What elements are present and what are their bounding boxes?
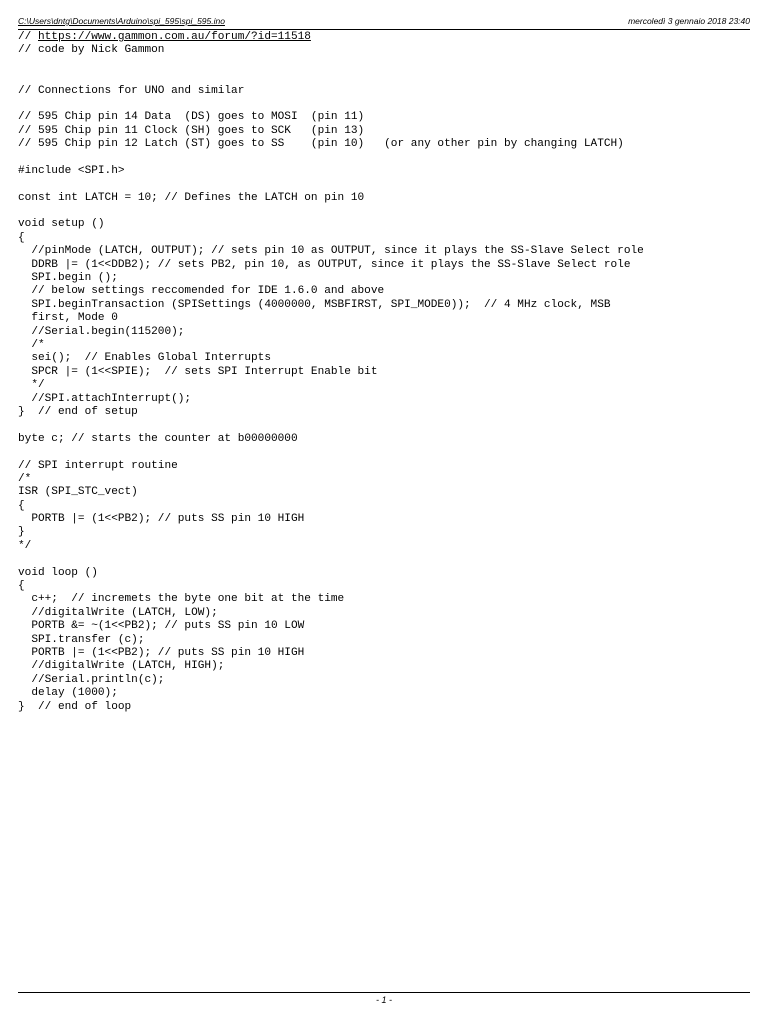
code-line: DDRB |= (1<<DDB2); // sets PB2, pin 10, as OUTPUT, since it plays the SS-Slave Select role <box>18 258 631 271</box>
code-line: //digitalWrite (LATCH, LOW); <box>18 606 218 619</box>
code-line: sei(); // Enables Global Interrupts <box>18 352 271 365</box>
page-header <box>18 15 750 30</box>
code-line: first, Mode 0 <box>18 312 118 325</box>
code-line: } <box>18 526 25 539</box>
code-line: /* <box>18 472 32 485</box>
code-line: //Serial.begin(115200); <box>18 325 185 338</box>
code-line <box>18 152 644 165</box>
code-line: void loop () <box>18 566 98 579</box>
code-line: SPI.transfer (c); <box>18 633 145 646</box>
code-line: const int LATCH = 10; // Defines the LATCH on pin 10 <box>18 191 365 204</box>
code-line: { <box>18 231 25 244</box>
code-line: //pinMode (LATCH, OUTPUT); // sets pin 10 as OUTPUT, since it plays the SS-Slave Select role <box>18 245 644 258</box>
code-line: PORTB &= ~(1<<PB2); // puts SS pin 10 LOW <box>18 620 305 633</box>
code-line: // 595 Chip pin 11 Clock (SH) goes to SCK (pin 13) <box>18 124 365 137</box>
comment-prefix: // <box>18 31 38 43</box>
code-line <box>18 553 644 566</box>
code-line: //SPI.attachInterrupt(); <box>18 392 192 405</box>
code-line: //Serial.println(c); <box>18 673 165 686</box>
code-line: // Connections for UNO and similar <box>18 84 245 97</box>
code-line <box>18 58 644 71</box>
code-line: { <box>18 499 25 512</box>
code-lines <box>18 44 644 714</box>
file-path: C:\Users\dntg\Documents\Arduino\spi_595\spi_595.ino <box>18 16 225 26</box>
code-line <box>18 446 644 459</box>
code-line: // SPI interrupt routine <box>18 459 178 472</box>
code-line: ISR (SPI_STC_vect) <box>18 486 138 499</box>
code-line: //digitalWrite (LATCH, HIGH); <box>18 660 225 673</box>
code-line <box>18 419 644 432</box>
code-line: { <box>18 580 25 593</box>
code-line: PORTB |= (1<<PB2); // puts SS pin 10 HIGH <box>18 513 305 526</box>
code-line: c++; // incremets the byte one bit at the time <box>18 593 345 606</box>
code-line: SPCR |= (1<<SPIE); // sets SPI Interrupt Enable bit <box>18 365 378 378</box>
code-line: // 595 Chip pin 12 Latch (ST) goes to SS (pin 10) (or any other pin by changing LATCH) <box>18 138 624 151</box>
code-line: */ <box>18 539 32 552</box>
code-line: } // end of setup <box>18 405 138 418</box>
print-datetime: mercoledì 3 gennaio 2018 23:40 <box>628 16 750 26</box>
code-listing <box>18 31 644 714</box>
code-line: SPI.beginTransaction (SPISettings (4000000, MSBFIRST, SPI_MODE0)); // 4 MHz clock, MSB <box>18 298 611 311</box>
code-line: // code by Nick Gammon <box>18 44 165 57</box>
code-line: #include <SPI.h> <box>18 164 125 177</box>
code-line: } // end of loop <box>18 700 132 713</box>
code-line-url <box>18 31 644 44</box>
source-url-link[interactable]: https://www.gammon.com.au/forum/?id=11518 <box>37 31 311 43</box>
code-line: delay (1000); <box>18 687 118 700</box>
code-line: // below settings reccomended for IDE 1.6.0 and above <box>18 285 385 298</box>
code-line <box>18 98 644 111</box>
code-line: byte c; // starts the counter at b00000000 <box>18 432 298 445</box>
code-line: void setup () <box>18 218 105 231</box>
code-line: SPI.begin (); <box>18 272 118 285</box>
code-line: // 595 Chip pin 14 Data (DS) goes to MOSI (pin 11) <box>18 111 365 124</box>
code-line: PORTB |= (1<<PB2); // puts SS pin 10 HIGH <box>18 646 305 659</box>
code-line <box>18 71 644 84</box>
code-line: */ <box>18 379 45 392</box>
footer-rule <box>18 992 750 993</box>
code-line <box>18 178 644 191</box>
page-number: - 1 - <box>375 995 392 1005</box>
code-line: /* <box>18 338 45 351</box>
code-line <box>18 205 644 218</box>
